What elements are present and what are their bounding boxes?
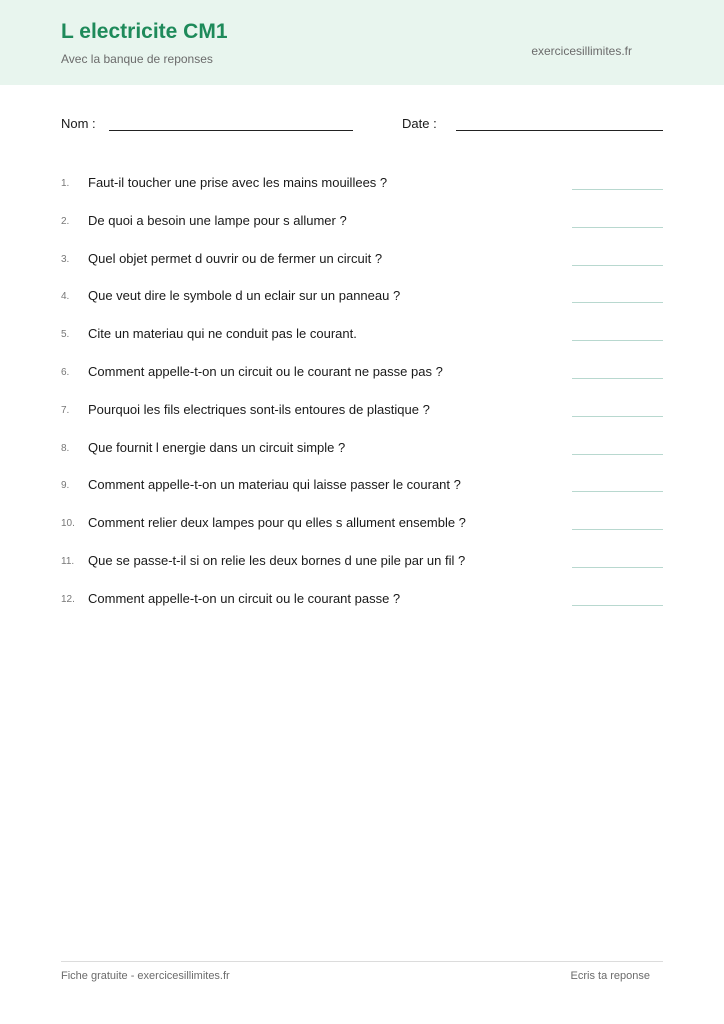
answer-line[interactable] <box>572 265 663 266</box>
answer-line[interactable] <box>572 302 663 303</box>
footer-credit: Fiche gratuite - exercicesillimites.fr <box>61 970 230 982</box>
answer-line[interactable] <box>572 378 663 379</box>
name-label: Nom : <box>61 116 96 131</box>
question-item <box>61 248 663 286</box>
question-text: Comment appelle-t-on un circuit ou le courant passe ? <box>88 590 401 606</box>
question-item <box>61 550 663 588</box>
question-number: 7. <box>61 404 70 416</box>
question-text: Comment appelle-t-on un materiau qui laisse passer le courant ? <box>88 477 461 493</box>
question-item <box>61 210 663 248</box>
answer-line[interactable] <box>572 605 663 606</box>
question-text: Pourquoi les fils electriques sont-ils entoures de plastique ? <box>88 401 430 417</box>
question-number: 11. <box>61 555 75 567</box>
answer-line[interactable] <box>572 567 663 568</box>
question-text: Comment relier deux lampes pour qu elles s allument ensemble ? <box>88 515 466 531</box>
question-text: Quel objet permet d ouvrir ou de fermer un circuit ? <box>88 250 383 266</box>
question-list <box>61 172 663 626</box>
answer-line[interactable] <box>572 491 663 492</box>
footer-instruction: Ecris ta reponse <box>570 970 650 982</box>
site-name: exercicesillimites.fr <box>531 44 632 58</box>
question-item <box>61 588 663 626</box>
question-number: 12. <box>61 593 75 605</box>
question-number: 6. <box>61 366 70 378</box>
answer-line[interactable] <box>572 454 663 455</box>
question-text: Faut-il toucher une prise avec les mains mouillees ? <box>88 175 388 190</box>
question-text: Que se passe-t-il si on relie les deux bornes d une pile par un fil ? <box>88 552 466 568</box>
question-text: De quoi a besoin une lampe pour s allumer ? <box>88 212 347 228</box>
page-title: L electricite CM1 <box>61 20 228 43</box>
question-number: 5. <box>61 329 70 341</box>
identity-row <box>61 116 663 136</box>
question-number: 3. <box>61 253 70 265</box>
date-label: Date : <box>402 116 437 131</box>
question-item <box>61 323 663 361</box>
answer-line[interactable] <box>572 227 663 228</box>
page-subtitle: Avec la banque de reponses <box>61 52 213 66</box>
question-item <box>61 172 663 210</box>
name-field-line[interactable] <box>109 130 353 131</box>
header-band <box>0 0 724 85</box>
answer-line[interactable] <box>572 529 663 530</box>
question-text: Que fournit l energie dans un circuit simple ? <box>88 439 346 455</box>
answer-line[interactable] <box>572 189 663 190</box>
question-number: 8. <box>61 442 70 454</box>
question-item <box>61 474 663 512</box>
question-item <box>61 399 663 437</box>
footer-divider <box>61 961 663 962</box>
question-text: Cite un materiau qui ne conduit pas le courant. <box>88 326 357 342</box>
question-item <box>61 437 663 475</box>
question-number: 1. <box>61 178 70 189</box>
question-number: 2. <box>61 215 70 227</box>
answer-line[interactable] <box>572 416 663 417</box>
answer-line[interactable] <box>572 340 663 341</box>
question-number: 10. <box>61 518 75 530</box>
question-item <box>61 512 663 550</box>
question-number: 9. <box>61 480 70 492</box>
date-field-line[interactable] <box>456 130 663 131</box>
question-item <box>61 361 663 399</box>
question-text: Que veut dire le symbole d un eclair sur un panneau ? <box>88 288 401 304</box>
question-text: Comment appelle-t-on un circuit ou le courant ne passe pas ? <box>88 363 443 379</box>
question-number: 4. <box>61 291 70 303</box>
question-item <box>61 285 663 323</box>
